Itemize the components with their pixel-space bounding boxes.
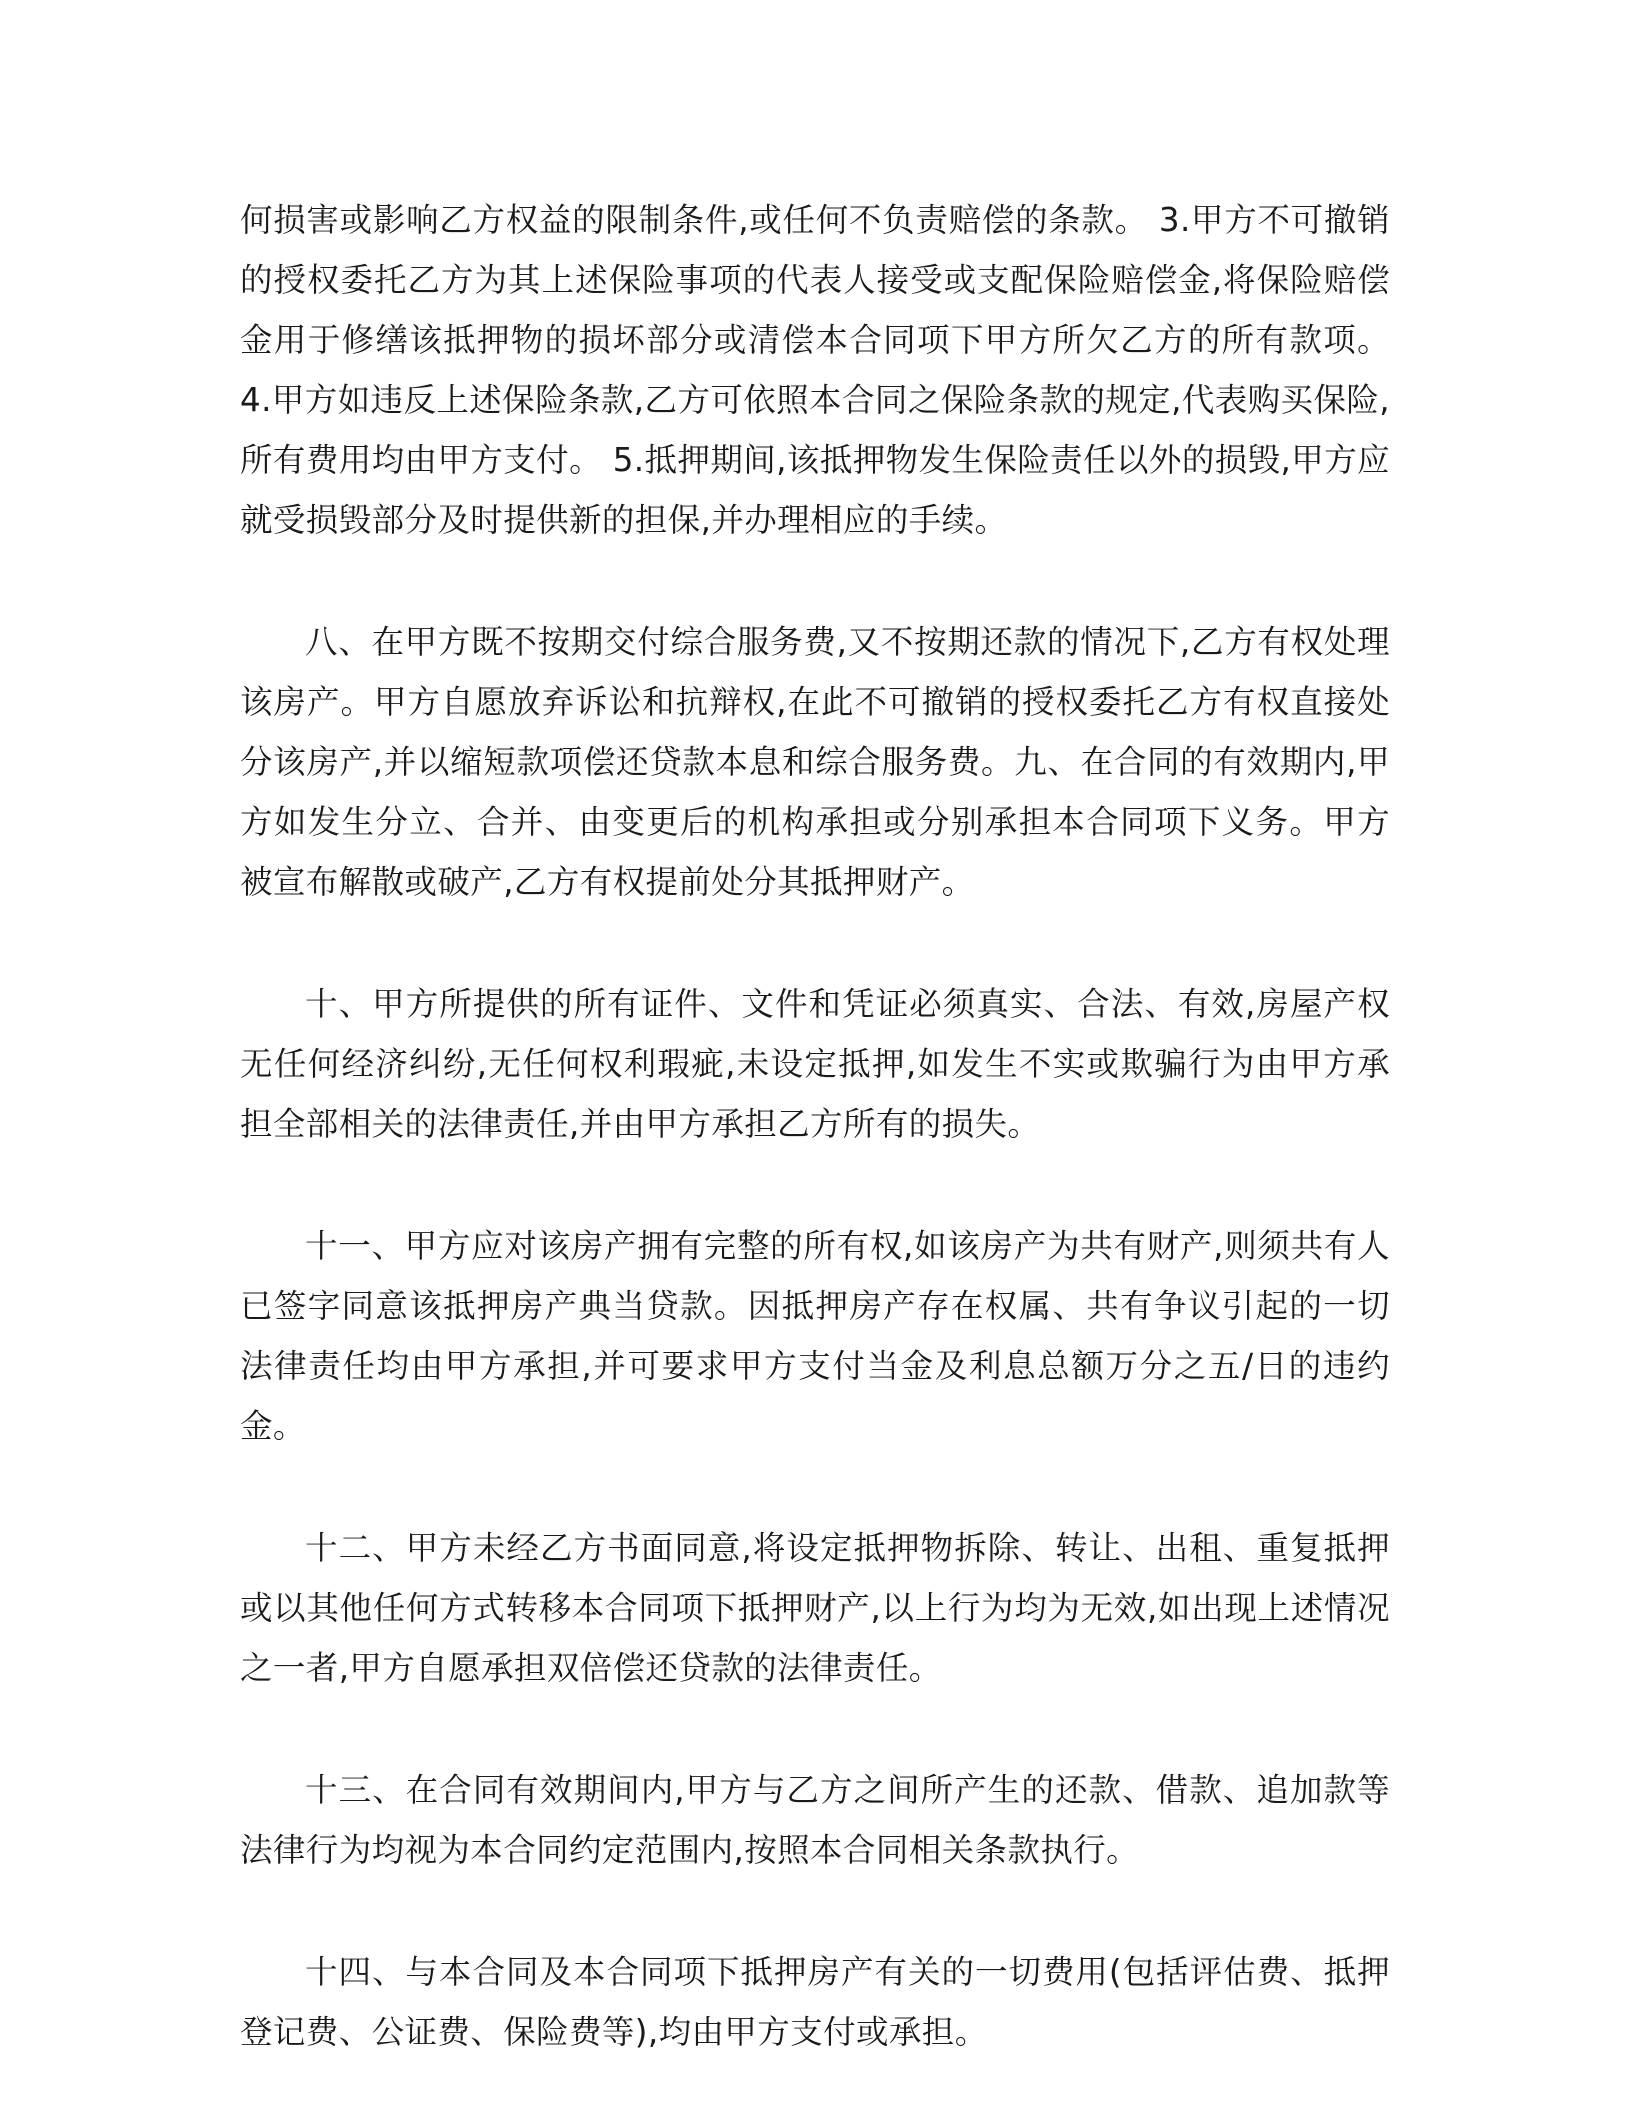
paragraph-clause-13: 十三、在合同有效期间内,甲方与乙方之间所产生的还款、借款、追加款等法律行为均视为本合同约定范围内,按照本合同相关条款执行。 — [240, 1771, 1390, 1869]
paragraph-clause-10: 十、甲方所提供的所有证件、文件和凭证必须真实、合法、有效,房屋产权无任何经济纠纷,无任何权利瑕疵,未设定抵押,如发生不实或欺骗行为由甲方承担全部相关的法律责任,并由甲方承担乙方所有的损失。 — [240, 985, 1390, 1143]
paragraph-clause-8-9: 八、在甲方既不按期交付综合服务费,又不按期还款的情况下,乙方有权处理该房产。甲方自愿放弃诉讼和抗辩权,在此不可撤销的授权委托乙方有权直接处分该房产,并以缩短款项偿还贷款本息和综合服务费。九、在合同的有效期内,甲方如发生分立、合并、由变更后的机构承担或分别承担本合同项下义务。甲方被宣布解散或破产,乙方有权提前处分其抵押财产。 — [240, 623, 1390, 901]
paragraph-clause-11: 十一、甲方应对该房产拥有完整的所有权,如该房产为共有财产,则须共有人已签字同意该抵押房产典当贷款。因抵押房产存在权属、共有争议引起的一切法律责任均由甲方承担,并可要求甲方支付当金及利息总额万分之五/日的违约金。 — [240, 1227, 1390, 1445]
paragraph-clause-14: 十四、与本合同及本合同项下抵押房产有关的一切费用(包括评估费、抵押登记费、公证费、保险费等),均由甲方支付或承担。 — [240, 1953, 1390, 2051]
paragraph-insurance-continued: 何损害或影响乙方权益的限制条件,或任何不负责赔偿的条款。 3.甲方不可撤销的授权委托乙方为其上述保险事项的代表人接受或支配保险赔偿金,将保险赔偿金用于修缮该抵押物的损坏部分或清偿本合同项下甲方所欠乙方的所有款项。 4.甲方如违反上述保险条款,乙方可依照本合同之保险条款的规定,代表购买保险,所有费用均由甲方支付。 5.抵押期间,该抵押物发生保险责任以外的损毁,甲方应就受损毁部分及时提供新的担保,并办理相应的手续。 — [240, 201, 1390, 539]
document-page — [240, 190, 1390, 2124]
paragraph-clause-12: 十二、甲方未经乙方书面同意,将设定抵押物拆除、转让、出租、重复抵押或以其他任何方式转移本合同项下抵押财产,以上行为均为无效,如出现上述情况之一者,甲方自愿承担双倍偿还贷款的法律责任。 — [240, 1529, 1390, 1687]
